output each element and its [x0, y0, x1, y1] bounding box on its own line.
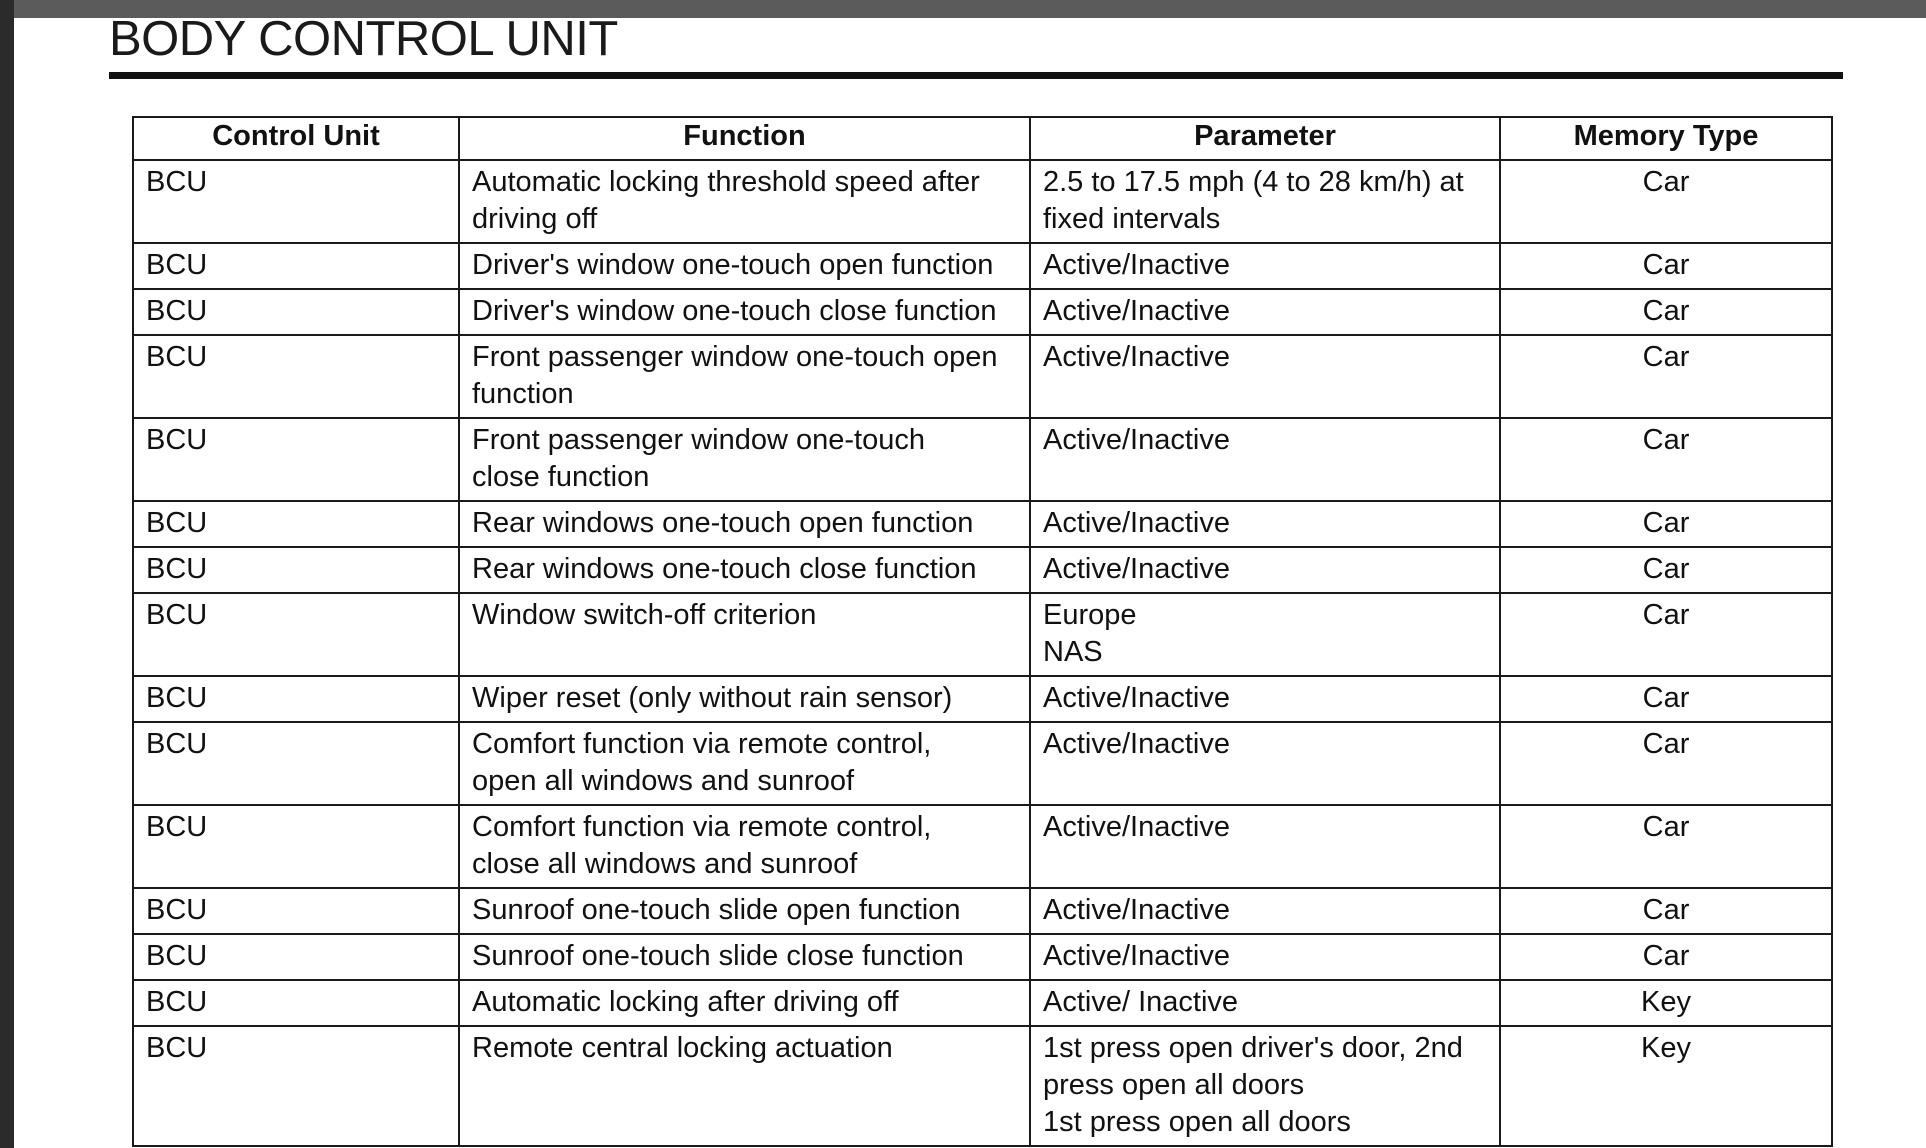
parameter-text-line: fixed intervals — [1043, 203, 1221, 235]
function-text-line: driving off — [472, 203, 598, 235]
cell-control-unit: BCU — [133, 722, 459, 805]
cell-memory-type: Car — [1500, 722, 1832, 805]
function-text-line: Sunroof one-touch slide open function — [472, 894, 961, 926]
header-function: Function — [459, 117, 1030, 160]
cell-control-unit: BCU — [133, 888, 459, 934]
cell-parameter — [1030, 335, 1500, 418]
table-row — [133, 335, 1832, 418]
cell-control-unit: BCU — [133, 805, 459, 888]
cell-memory-type: Key — [1500, 1026, 1832, 1146]
table-row — [133, 934, 1832, 980]
settings-table — [132, 116, 1833, 1147]
cell-memory-type: Car — [1500, 593, 1832, 676]
cell-function — [459, 547, 1030, 593]
cell-function — [459, 888, 1030, 934]
table-body — [133, 160, 1832, 1146]
table-row — [133, 722, 1832, 805]
cell-function — [459, 418, 1030, 501]
table-row — [133, 243, 1832, 289]
function-text-line: close function — [472, 461, 650, 493]
cell-control-unit: BCU — [133, 160, 459, 243]
parameter-text-line: Active/Inactive — [1043, 424, 1230, 456]
cell-function — [459, 593, 1030, 676]
table-row — [133, 289, 1832, 335]
cell-control-unit: BCU — [133, 676, 459, 722]
cell-memory-type: Car — [1500, 676, 1832, 722]
parameter-text-line: Active/Inactive — [1043, 728, 1230, 760]
table-header-row — [133, 117, 1832, 160]
cell-control-unit: BCU — [133, 418, 459, 501]
parameter-text-line: Active/Inactive — [1043, 682, 1230, 714]
function-text-line: Driver's window one-touch close function — [472, 295, 997, 327]
cell-function — [459, 934, 1030, 980]
cell-function — [459, 722, 1030, 805]
parameter-text-line: Europe — [1043, 599, 1137, 631]
cell-memory-type: Car — [1500, 243, 1832, 289]
cell-function — [459, 160, 1030, 243]
header-control-unit: Control Unit — [133, 117, 459, 160]
cell-memory-type: Car — [1500, 418, 1832, 501]
cell-memory-type: Car — [1500, 160, 1832, 243]
table-row — [133, 547, 1832, 593]
parameter-text-line: 1st press open all doors — [1043, 1106, 1351, 1138]
parameter-text-line: NAS — [1043, 636, 1103, 668]
parameter-text-line: 1st press open driver's door, 2nd — [1043, 1032, 1463, 1064]
cell-parameter — [1030, 722, 1500, 805]
cell-memory-type: Car — [1500, 888, 1832, 934]
function-text-line: Rear windows one-touch close function — [472, 553, 977, 585]
cell-memory-type: Car — [1500, 805, 1832, 888]
cell-memory-type: Car — [1500, 547, 1832, 593]
function-text-line: Remote central locking actuation — [472, 1032, 893, 1064]
cell-function — [459, 980, 1030, 1026]
title-underline — [109, 72, 1843, 79]
parameter-text-line: Active/Inactive — [1043, 507, 1230, 539]
function-text-line: Front passenger window one-touch — [472, 424, 925, 456]
cell-control-unit: BCU — [133, 289, 459, 335]
cell-parameter — [1030, 593, 1500, 676]
table-row — [133, 805, 1832, 888]
table-row — [133, 888, 1832, 934]
table-row — [133, 593, 1832, 676]
parameter-text-line: Active/Inactive — [1043, 553, 1230, 585]
cell-parameter — [1030, 418, 1500, 501]
function-text-line: function — [472, 378, 574, 410]
function-text-line: Comfort function via remote control, — [472, 811, 932, 843]
header-parameter: Parameter — [1030, 117, 1500, 160]
page-title: BODY CONTROL UNIT — [109, 12, 618, 66]
cell-control-unit: BCU — [133, 1026, 459, 1146]
table-row — [133, 501, 1832, 547]
cell-parameter — [1030, 243, 1500, 289]
function-text-line: Driver's window one-touch open function — [472, 249, 994, 281]
table-row — [133, 418, 1832, 501]
parameter-text-line: Active/Inactive — [1043, 341, 1230, 373]
cell-control-unit: BCU — [133, 980, 459, 1026]
function-text-line: Wiper reset (only without rain sensor) — [472, 682, 953, 714]
parameter-text-line: Active/Inactive — [1043, 295, 1230, 327]
cell-parameter — [1030, 980, 1500, 1026]
cell-function — [459, 289, 1030, 335]
function-text-line: Automatic locking after driving off — [472, 986, 899, 1018]
table-row — [133, 1026, 1832, 1146]
parameter-text-line: Active/ Inactive — [1043, 986, 1239, 1018]
viewer-left-edge — [0, 0, 14, 1148]
cell-function — [459, 335, 1030, 418]
parameter-text-line: Active/Inactive — [1043, 811, 1230, 843]
table-row — [133, 980, 1832, 1026]
cell-parameter — [1030, 805, 1500, 888]
cell-parameter — [1030, 547, 1500, 593]
cell-memory-type: Car — [1500, 335, 1832, 418]
header-memory-type: Memory Type — [1500, 117, 1832, 160]
function-text-line: open all windows and sunroof — [472, 765, 855, 797]
cell-function — [459, 243, 1030, 289]
cell-parameter — [1030, 676, 1500, 722]
cell-parameter — [1030, 289, 1500, 335]
function-text-line: Front passenger window one-touch open — [472, 341, 998, 373]
cell-memory-type: Car — [1500, 501, 1832, 547]
function-text-line: Automatic locking threshold speed after — [472, 166, 980, 198]
cell-memory-type: Key — [1500, 980, 1832, 1026]
cell-function — [459, 805, 1030, 888]
cell-parameter — [1030, 501, 1500, 547]
cell-function — [459, 676, 1030, 722]
parameter-text-line: 2.5 to 17.5 mph (4 to 28 km/h) at — [1043, 166, 1464, 198]
table-row — [133, 160, 1832, 243]
cell-control-unit: BCU — [133, 501, 459, 547]
cell-control-unit: BCU — [133, 934, 459, 980]
cell-control-unit: BCU — [133, 547, 459, 593]
parameter-text-line: Active/Inactive — [1043, 249, 1230, 281]
cell-function — [459, 1026, 1030, 1146]
function-text-line: Comfort function via remote control, — [472, 728, 932, 760]
cell-control-unit: BCU — [133, 593, 459, 676]
function-text-line: close all windows and sunroof — [472, 848, 858, 880]
parameter-text-line: Active/Inactive — [1043, 940, 1230, 972]
cell-function — [459, 501, 1030, 547]
cell-control-unit: BCU — [133, 243, 459, 289]
cell-parameter — [1030, 934, 1500, 980]
cell-memory-type: Car — [1500, 289, 1832, 335]
table-row — [133, 676, 1832, 722]
cell-control-unit: BCU — [133, 335, 459, 418]
function-text-line: Window switch-off criterion — [472, 599, 817, 631]
cell-parameter — [1030, 160, 1500, 243]
cell-memory-type: Car — [1500, 934, 1832, 980]
cell-parameter — [1030, 1026, 1500, 1146]
cell-parameter — [1030, 888, 1500, 934]
parameter-text-line: press open all doors — [1043, 1069, 1305, 1101]
function-text-line: Rear windows one-touch open function — [472, 507, 974, 539]
parameter-text-line: Active/Inactive — [1043, 894, 1230, 926]
function-text-line: Sunroof one-touch slide close function — [472, 940, 964, 972]
